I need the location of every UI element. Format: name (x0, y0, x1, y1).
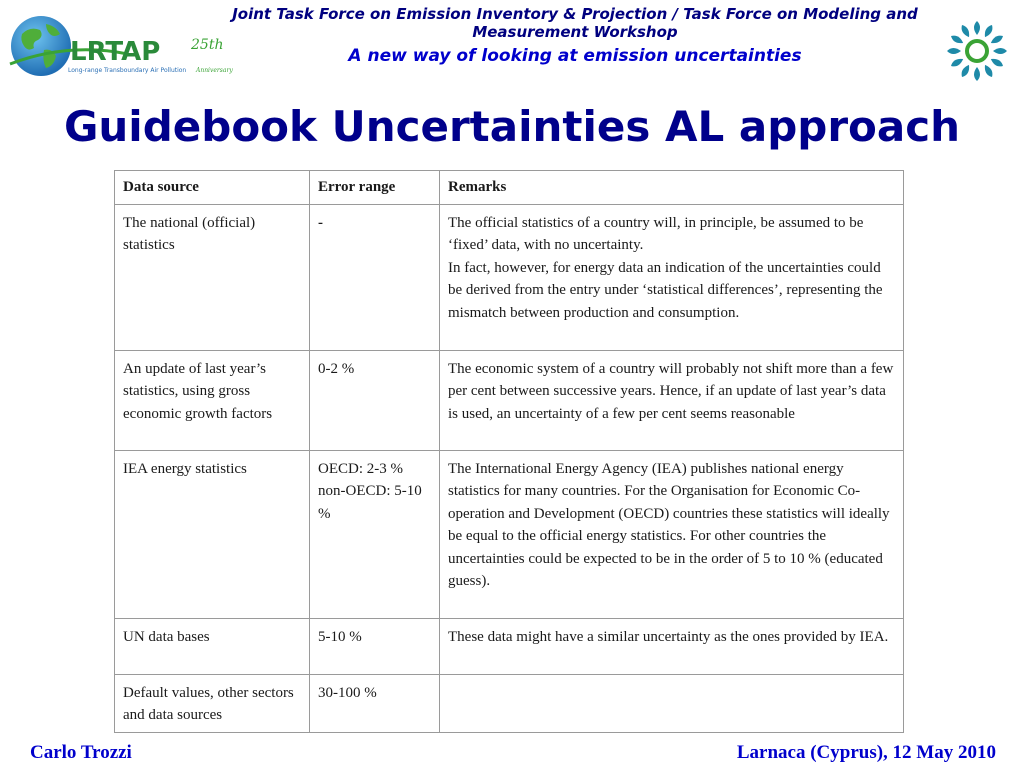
header-error-range: Error range (310, 171, 440, 205)
cell-remarks (440, 450, 904, 618)
cell-remarks (440, 350, 904, 450)
lrtap-logo (8, 12, 233, 80)
event-location-date: Larnaca (Cyprus), 12 May 2010 (736, 742, 996, 763)
cell-data-source: The national (official) statistics (115, 204, 310, 350)
presentation-subtitle: A new way of looking at emission uncertainties (348, 46, 802, 66)
header-remarks: Remarks (440, 171, 904, 205)
cell-error-range: 0-2 % (310, 350, 440, 450)
uncertainty-table (114, 170, 904, 733)
remark-text: The International Energy Agency (IEA) publishes national energy statistics for many countries. For the Organisation for Economic Co-operation and Development (OECD) countries these statistics will ideally be equal to the official energy statistics. For other countries the uncertainties could be expected to be in the order of 5 to 10 % (educated guess). (448, 460, 890, 589)
table-row (115, 204, 904, 350)
remark-text: The economic system of a country will probably not shift more than a few per cent between successive years. Hence, if an update of last year’s data is used, an uncertainty of a few per cent seems reasonable (448, 360, 894, 422)
table-row (115, 674, 904, 732)
slide-title: Guidebook Uncertainties AL approach (63, 102, 961, 151)
cell-error-range: 5-10 % (310, 618, 440, 674)
logo-subtitle: Long-range Transboundary Air Pollution (68, 67, 187, 74)
remark-text: In fact, however, for energy data an indication of the uncertainties could be derived from the entry under ‘statistical differences’, representing the mismatch between production and consumption. (448, 259, 883, 321)
logo-anniversary: 25th (191, 37, 224, 53)
cell-remarks (440, 204, 904, 350)
cell-data-source: UN data bases (115, 618, 310, 674)
cell-data-source: An update of last year’s statistics, using gross economic growth factors (115, 350, 310, 450)
cell-error-range: OECD: 2-3 % non-OECD: 5-10 % (310, 450, 440, 618)
table-row (115, 350, 904, 450)
table-header-row (115, 171, 904, 205)
author-name: Carlo Trozzi (30, 742, 132, 763)
logo-wordmark: LRTAP (70, 37, 161, 67)
globe-icon (11, 16, 71, 76)
unece-logo-icon (942, 16, 1012, 86)
cell-remarks (440, 674, 904, 732)
cell-error-range: 30-100 % (310, 674, 440, 732)
table-row (115, 450, 904, 618)
logo-anniversary-word: Anniversary (196, 67, 233, 74)
cell-remarks (440, 618, 904, 674)
cell-data-source: IEA energy statistics (115, 450, 310, 618)
workshop-title: Joint Task Force on Emission Inventory & Projection / Task Force on Modeling and Measurement Workshop (232, 5, 918, 41)
cell-data-source: Default values, other sectors and data sources (115, 674, 310, 732)
cell-error-range: - (310, 204, 440, 350)
remark-text: The official statistics of a country will, in principle, be assumed to be ‘fixed’ data, with no uncertainty. (448, 214, 864, 253)
remark-text: These data might have a similar uncertainty as the ones provided by IEA. (448, 628, 889, 645)
table-row (115, 618, 904, 674)
header-data-source: Data source (115, 171, 310, 205)
